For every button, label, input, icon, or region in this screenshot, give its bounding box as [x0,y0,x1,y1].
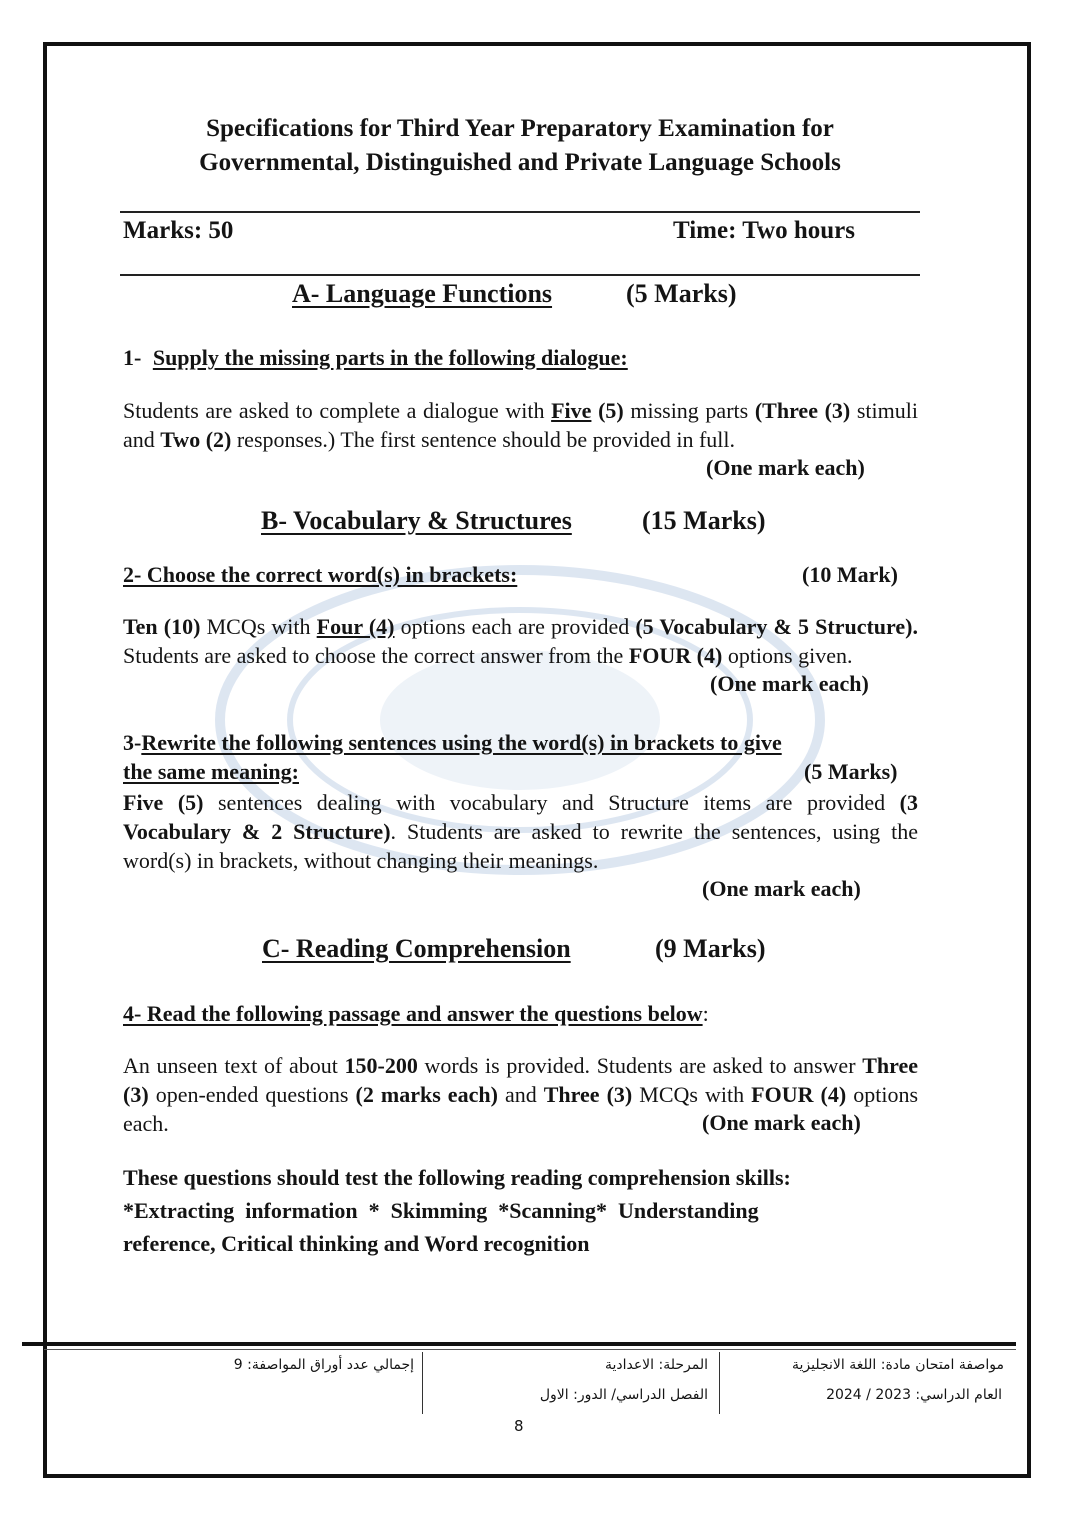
footer-total-pages: إجمالي عدد أوراق المواصفة: 9 [233,1357,414,1373]
question-4-heading: 4- Read the following passage and answer the questions below: [123,1001,709,1026]
question-1-mark: (One mark each) [706,455,865,480]
footer-separator-right [719,1352,720,1414]
question-3-total-mark: (5 Marks) [804,759,898,784]
document-title [110,112,930,180]
time-label: Time: Two hours [673,217,855,244]
divider-top [120,211,920,213]
question-2-mark: (One mark each) [710,671,869,696]
section-c-heading: C- Reading Comprehension [262,934,571,963]
title-line-2: Governmental, Distinguished and Private Language Schools [199,149,841,176]
question-3-description: Five (5) sentences dealing with vocabulary and Structure items are provided (3 Vocabulary & 2 Structure). Students are asked to rewrite the sentences, using the word(s) in brackets, without changing their meanings. [123,790,918,873]
footer-rule-thin [44,1349,1016,1350]
title-line-1: Specifications for Third Year Preparatory Examination for [206,115,834,142]
skills-list: *Extracting information * Skimming *Scanning* Understanding [123,1198,759,1223]
question-4-description: An unseen text of about 150-200 words is provided. Students are asked to answer Three (3) open-ended questions (2 marks each) and Three (3) MCQs with FOUR (4) options each. [123,1053,919,1136]
question-3-heading-cont: the same meaning: [123,759,299,784]
footer-subject: مواصفة امتحان مادة: اللغة الانجليزية [792,1357,1004,1373]
footer-separator-left [422,1352,423,1414]
page-number: 8 [514,1417,524,1435]
footer-stage: المرحلة: الاعدادية [604,1357,708,1373]
question-3-heading: 3-Rewrite the following sentences using the word(s) in brackets to give [123,730,782,755]
section-b-marks: (15 Marks) [642,506,766,535]
question-2-description: Ten (10) MCQs with Four (4) options each are provided (5 Vocabulary & 5 Structure). Students are asked to choose the correct answer from the FOUR (4) options given. [123,614,918,668]
question-1-description: Students are asked to complete a dialogue with Five (5) missing parts (Three (3) stimuli and Two (2) responses.) The first sentence should be provided in full. [123,398,918,452]
section-a-marks: (5 Marks) [626,279,737,308]
footer-rule [22,1342,1016,1346]
section-b-heading: B- Vocabulary & Structures [261,506,572,535]
question-2-heading: 2- Choose the correct word(s) in brackets: [123,562,518,587]
question-4-mark: (One mark each) [702,1110,861,1135]
question-2-total-mark: (10 Mark) [802,562,898,587]
footer-academic-year: العام الدراسي: 2023 / 2024 [826,1387,1002,1403]
question-1-heading: 1- Supply the missing parts in the following dialogue: [123,345,628,370]
question-3-mark: (One mark each) [702,876,861,901]
section-a-heading: A- Language Functions [292,279,553,308]
skills-intro: These questions should test the following reading comprehension skills: [123,1165,791,1190]
divider-bottom [120,274,920,276]
section-c-marks: (9 Marks) [655,934,766,963]
skills-list-cont: reference, Critical thinking and Word recognition [123,1231,590,1256]
reading-skills [123,1161,918,1260]
marks-label: Marks: 50 [123,217,234,244]
footer-term: الفصل الدراسي/ الدور: الاول [539,1387,708,1403]
